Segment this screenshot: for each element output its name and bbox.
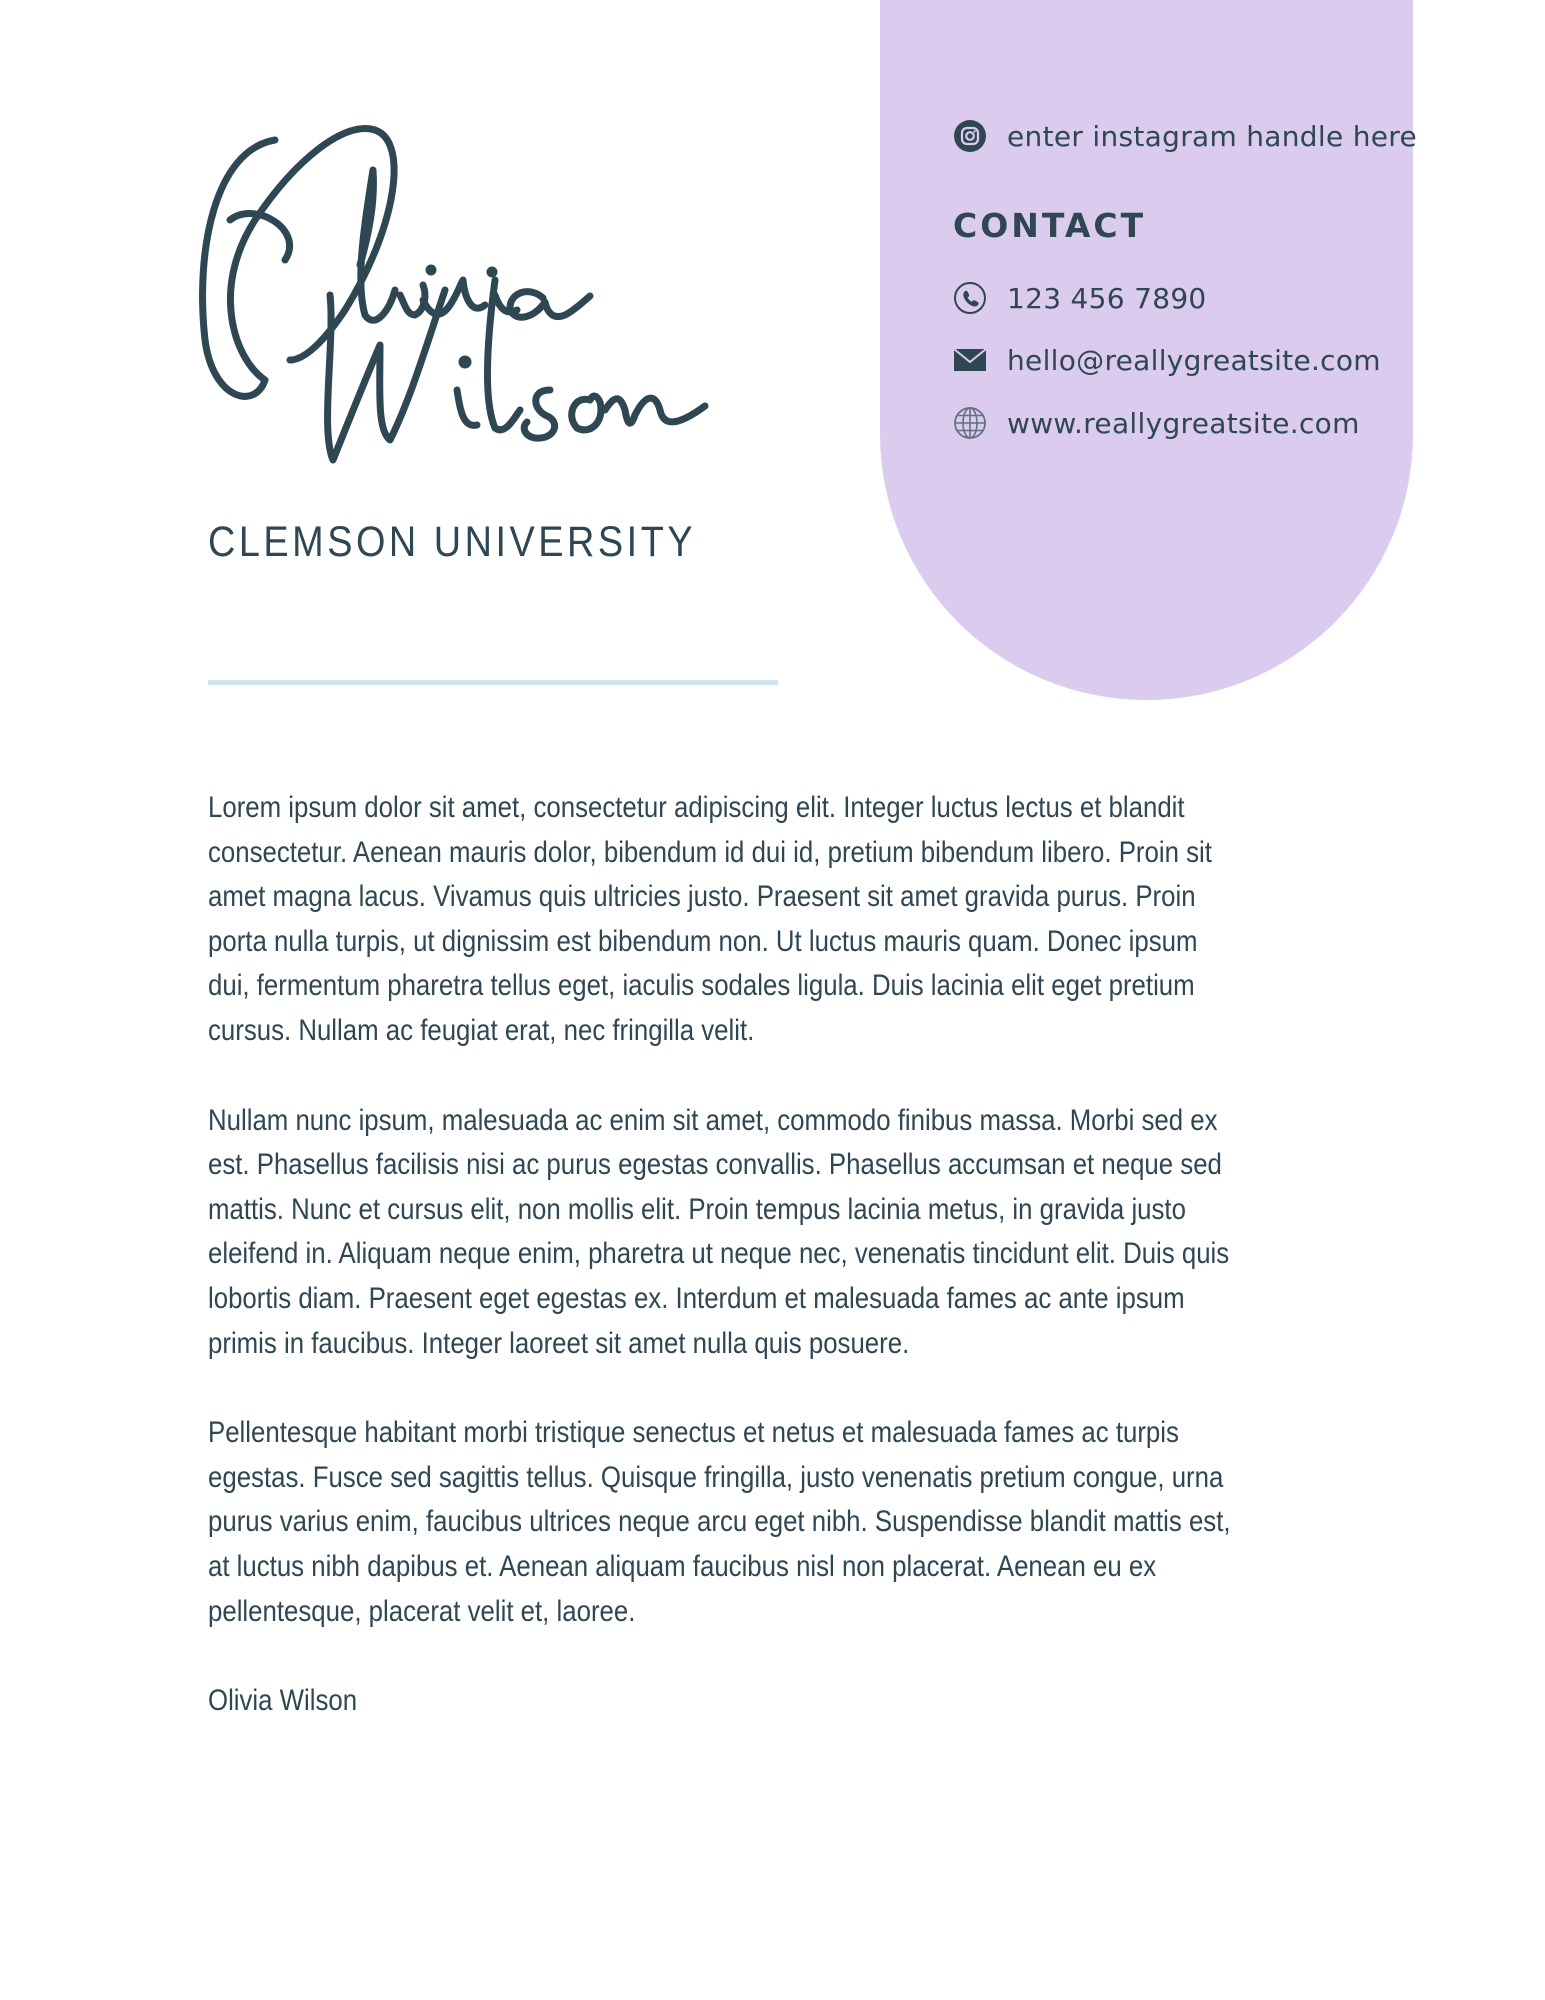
instagram-icon (953, 119, 987, 153)
globe-icon (953, 406, 987, 440)
header-divider (208, 680, 778, 685)
contact-heading: CONTACT (953, 206, 1147, 245)
letter-paragraph-2: Nullam nunc ipsum, malesuada ac enim sit amet, commodo finibus massa. Morbi sed ex est. Phasellus facilisis nisi ac purus egestas convallis. Phasellus accumsan et neque sed mattis. Nunc et cursus elit, non mollis elit. Proin tempus lacinia metus, in gravida justo eleifend in. Aliquam neque enim, pharetra ut neque nec, venenatis tincidunt elit. Duis quis lobortis diam. Praesent eget egestas ex. Interdum et malesuada fames ac ante ipsum primis in faucibus. Integer laoreet sit amet nulla quis posuere. (208, 1103, 1230, 1360)
signature-script (195, 110, 715, 490)
website-row (953, 403, 1360, 443)
phone-row (953, 278, 1207, 318)
instagram-row (953, 116, 1417, 156)
name-signature (195, 110, 715, 490)
phone-number: 123 456 7890 (1007, 281, 1207, 315)
website-url: www.reallygreatsite.com (1007, 406, 1360, 440)
phone-icon (953, 281, 987, 315)
envelope-icon (953, 343, 987, 377)
instagram-handle: enter instagram handle here (1007, 119, 1417, 153)
email-address: hello@reallygreatsite.com (1007, 343, 1381, 377)
letter-body (208, 786, 1240, 1769)
email-row (953, 340, 1381, 380)
letter-paragraph-3: Pellentesque habitant morbi tristique senectus et netus et malesuada fames ac turpis egestas. Fusce sed sagittis tellus. Quisque fringilla, justo venenatis pretium congue, urna purus varius enim, faucibus ultrices neque arcu eget nibh. Suspendisse blandit mattis est, at luctus nibh dapibus et. Aenean aliquam faucibus nisl non placerat. Aenean eu ex pellentesque, placerat velit et, laoree. (208, 1416, 1231, 1628)
university-name: CLEMSON UNIVERSITY (208, 518, 697, 566)
letter-sign-off: Olivia Wilson (208, 1684, 358, 1718)
letter-paragraph-1: Lorem ipsum dolor sit amet, consectetur adipiscing elit. Integer luctus lectus et blandit consectetur. Aenean mauris dolor, bibendum id dui id, pretium bibendum libero. Proin sit amet magna lacus. Vivamus quis ultricies justo. Praesent sit amet gravida purus. Proin porta nulla turpis, ut dignissim est bibendum non. Ut luctus mauris quam. Donec ipsum dui, fermentum pharetra tellus eget, iaculis sodales ligula. Duis lacinia elit eget pretium cursus. Nullam ac feugiat erat, nec fringilla velit. (208, 791, 1212, 1047)
